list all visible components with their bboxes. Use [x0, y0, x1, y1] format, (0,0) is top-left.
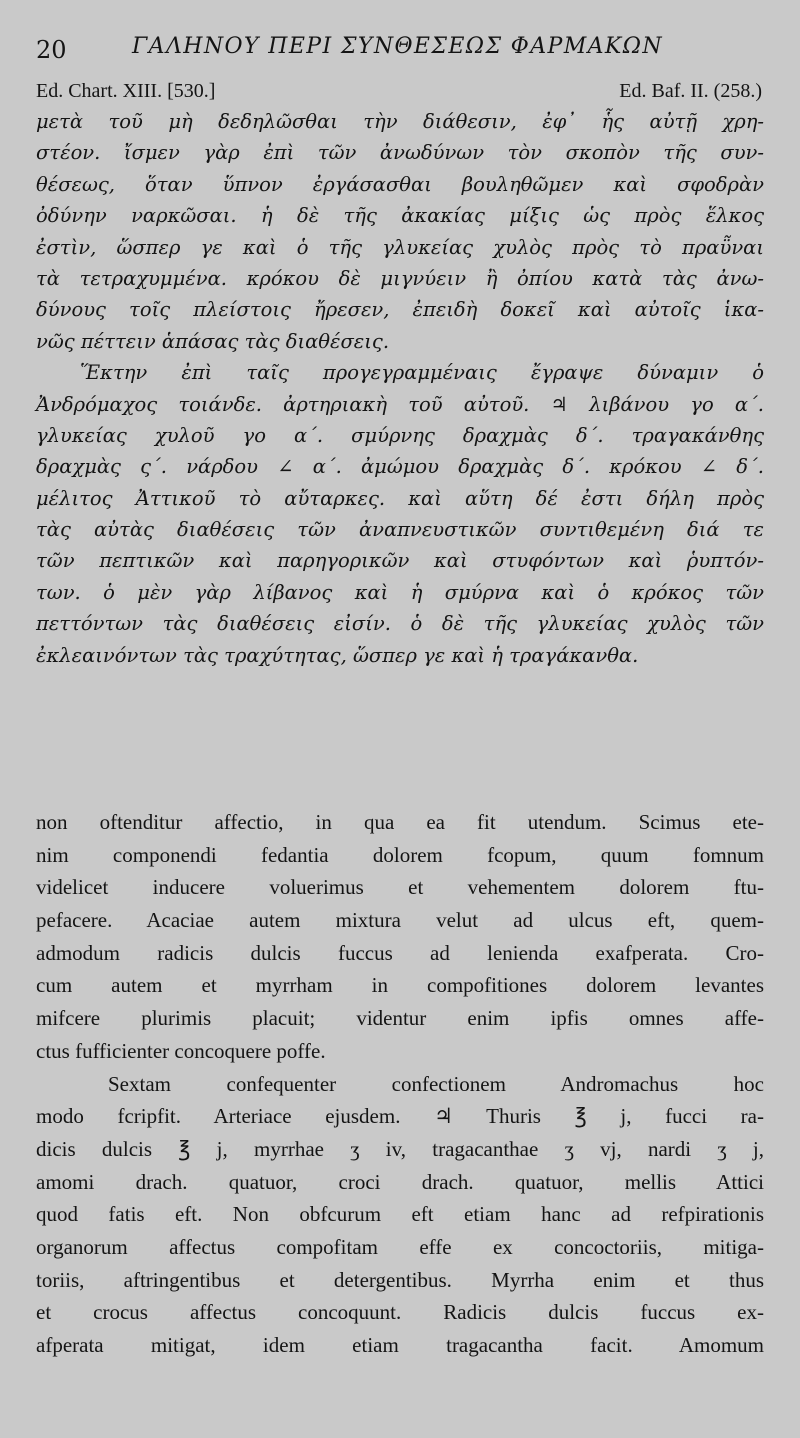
latin-line: cum autem et myrrham in compofitiones dolorem levantes [36, 973, 764, 998]
greek-line: τὰ τετραχυμμένα. κρόκου δὲ μιγνύειν ἢ ὀπίου κατὰ τὰς ἀνω- [36, 266, 764, 290]
greek-line: στέον. ἴσμεν γὰρ ἐπὶ τῶν ἀνωδύνων τὸν σκοπὸν τῆς συν- [36, 141, 764, 165]
greek-line: δύνους τοῖς πλείστοις ἤρεσεν, ἐπειδὴ δοκεῖ καὶ αὐτοῖς ἱκα- [36, 298, 764, 322]
greek-line: μέλιτος Ἀττικοῦ τὸ αὔταρκες. καὶ αὕτη δέ ἐστι δήλη πρὸς [36, 486, 764, 510]
running-header [36, 30, 740, 64]
edition-basel-ref: Ed. Baf. II. (258.) [619, 80, 762, 102]
greek-line: των. ὁ μὲν γὰρ λίβανος καὶ ἡ σμύρνα καὶ ὁ κρόκος τῶν [36, 580, 764, 604]
greek-line: νῶς πέττειν ἁπάσας τὰς διαθέσεις. [36, 329, 390, 353]
latin-line: et crocus affectus concoquunt. Radicis dulcis fuccus ex- [36, 1300, 764, 1325]
latin-line: nim componendi fedantia dolorem fcopum, quum fomnum [36, 842, 764, 867]
latin-line: mifcere plurimis placuit; videntur enim ipfis omnes affe- [36, 1006, 764, 1031]
edition-references [36, 80, 762, 106]
running-title: ΓΑΛΗΝΟΥ ΠΕΡΙ ΣΥΝΘΕΣΕΩΣ ΦΑΡΜΑΚΩΝ [132, 34, 664, 59]
latin-line: amomi drach. quatuor, croci drach. quatuor, mellis Attici [36, 1169, 764, 1194]
latin-line: modo fcripfit. Arteriace ejusdem. ♃ Thuris ℥ j, fucci ra- [36, 1104, 764, 1129]
greek-line: ἐστὶν, ὥσπερ γε καὶ ὁ τῆς γλυκείας χυλὸς πρὸς τὸ πραῧναι [36, 235, 764, 259]
latin-line: organorum affectus compofitam effe ex concoctoriis, mitiga- [36, 1234, 764, 1259]
latin-line: videlicet inducere voluerimus et vehementem dolorem ftu- [36, 875, 764, 900]
edition-chart-ref: Ed. Chart. XIII. [530.] [36, 80, 216, 102]
latin-line: dicis dulcis ℥ j, myrrhae ʒ iv, tragacanthae ʒ vj, nardi ʒ j, [36, 1136, 764, 1161]
greek-line: πεττόντων τὰς διαθέσεις εἰσίν. ὁ δὲ τῆς γλυκείας χυλὸς τῶν [36, 612, 764, 636]
latin-line: toriis, aftringentibus et detergentibus. Myrrha enim et thus [36, 1267, 764, 1292]
greek-line: γλυκείας χυλοῦ γο α΄. σμύρνης δραχμὰς δ΄. τραγακάνθης [36, 423, 764, 447]
latin-line: quod fatis eft. Non obfcurum eft etiam hanc ad refpirationis [36, 1202, 764, 1227]
latin-line: ctus fufficienter concoquere poffe. [36, 1038, 326, 1063]
greek-text-block [36, 106, 764, 671]
greek-line: μετὰ τοῦ μὴ δεδηλῶσθαι τὴν διάθεσιν, ἐφ᾽ ἧς αὐτῇ χρη- [36, 110, 764, 133]
greek-line: τῶν πεπτικῶν καὶ παρηγορικῶν καὶ στυφόντων καὶ ῥυπτόν- [36, 549, 764, 573]
latin-line: afperata mitigat, idem etiam tragacantha facit. Amomum [36, 1333, 764, 1357]
latin-line: pefacere. Acaciae autem mixtura velut ad ulcus eft, quem- [36, 908, 764, 933]
greek-line: ἐκλεαινόντων τὰς τραχύτητας, ὥσπερ γε καὶ ἡ τραγάκανθα. [36, 643, 639, 667]
latin-line: Sextam confequenter confectionem Andromachus hoc [108, 1071, 764, 1096]
greek-line: δραχμὰς ς΄. νάρδου ∠ α΄. ἀμώμου δραχμὰς δ΄. κρόκου ∠ δ΄. [36, 455, 764, 479]
greek-line: θέσεως, ὅταν ὕπνον ἐργάσασθαι βουληθῶμεν καὶ σφοδρὰν [36, 172, 764, 196]
greek-line: Ἀνδρόμαχος τοιάνδε. ἀρτηριακὴ τοῦ αὐτοῦ. ♃ λιβάνου γο α΄. [36, 392, 764, 416]
latin-line: non oftenditur affectio, in qua ea fit utendum. Scimus ete- [36, 810, 764, 834]
greek-line: Ἕκτην ἐπὶ ταῖς προγεγραμμέναις ἔγραψε δύναμιν ὁ [80, 361, 764, 385]
greek-line: ὀδύνην ναρκῶσαι. ἡ δὲ τῆς ἀκακίας μίξις ὡς πρὸς ἕλκος [36, 204, 764, 228]
latin-line: admodum radicis dulcis fuccus ad lenienda exafperata. Cro- [36, 940, 764, 965]
greek-line: τὰς αὐτὰς διαθέσεις τῶν ἀναπνευστικῶν συντιθεμένη διά τε [36, 518, 764, 542]
page-number: 20 [36, 36, 67, 64]
latin-text-block [36, 806, 764, 1362]
